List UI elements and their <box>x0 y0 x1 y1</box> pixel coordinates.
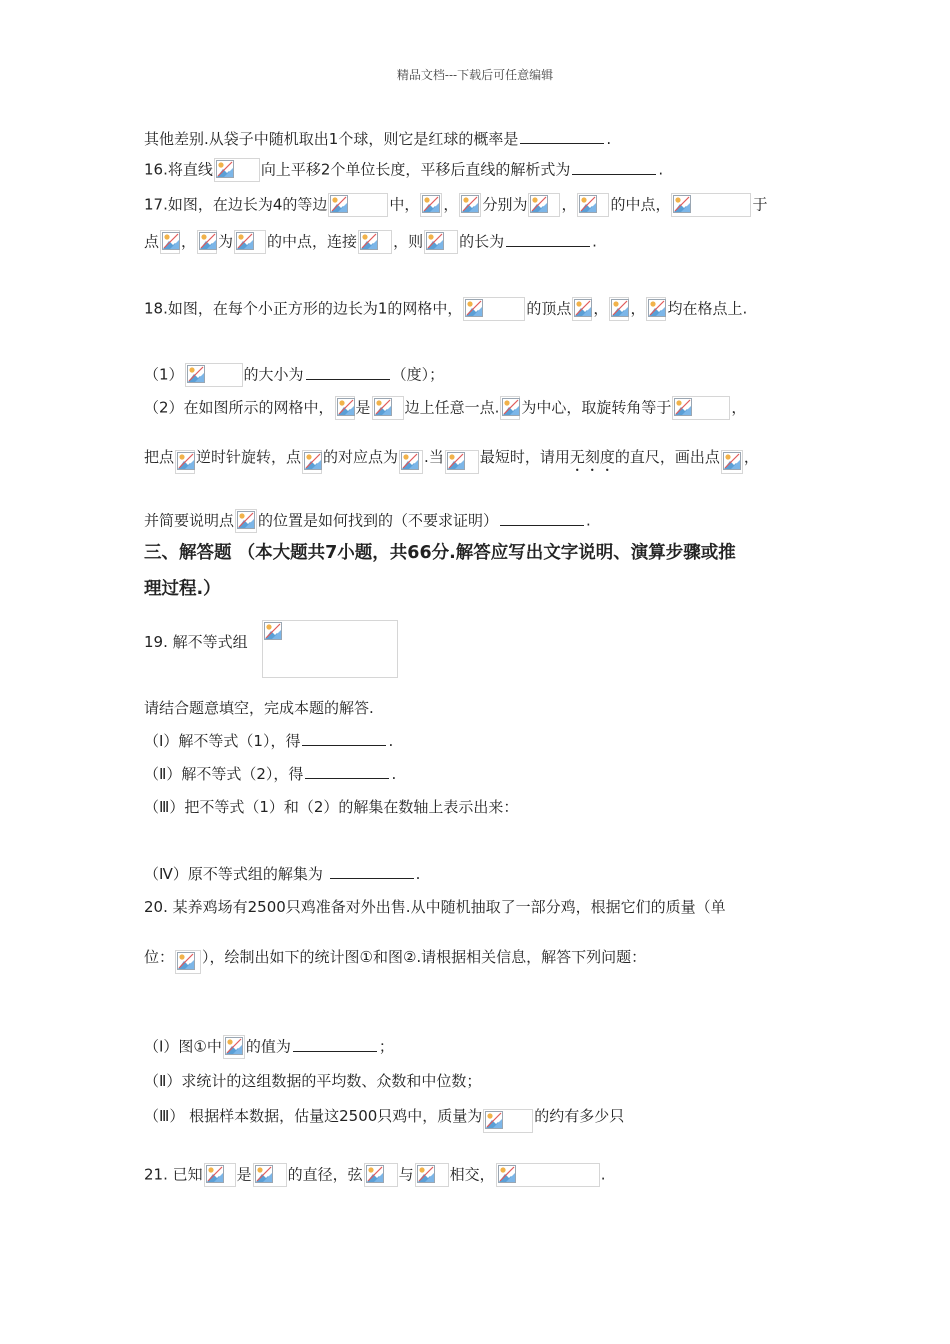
broken-image-icon <box>401 452 419 470</box>
broken-image-icon <box>304 452 322 470</box>
formula-image <box>302 450 322 474</box>
question-20: 20. 某养鸡场有2500只鸡准备对外出售.从中随机抽取了一部分鸡，根据它们的质量（单 <box>144 898 726 916</box>
broken-image-icon <box>237 511 255 529</box>
broken-image-icon <box>530 195 548 213</box>
broken-image-icon <box>162 232 180 250</box>
broken-image-icon <box>255 1165 273 1183</box>
formula-image <box>577 193 609 217</box>
question-20-part-2: （Ⅱ）求统计的这组数据的平均数、众数和中位数； <box>144 1072 482 1090</box>
formula-image <box>185 363 243 387</box>
broken-image-icon <box>723 452 741 470</box>
broken-image-icon <box>648 299 666 317</box>
question-19: 19. 解不等式组 <box>144 633 248 651</box>
formula-image <box>223 1035 245 1059</box>
question-20-part-1: （Ⅰ）图①中 的值为 ； <box>144 1035 394 1059</box>
broken-image-icon <box>422 195 440 213</box>
broken-image-icon <box>366 1165 384 1183</box>
answer-blank[interactable] <box>302 731 386 746</box>
broken-image-icon <box>465 299 483 317</box>
formula-image <box>204 1163 236 1187</box>
answer-blank[interactable] <box>506 232 590 247</box>
answer-blank[interactable] <box>500 511 584 526</box>
broken-image-icon <box>461 195 479 213</box>
broken-image-icon <box>187 365 205 383</box>
formula-image <box>646 297 666 321</box>
broken-image-icon <box>216 160 234 178</box>
formula-image <box>459 193 481 217</box>
broken-image-icon <box>206 1165 224 1183</box>
broken-image-icon <box>426 232 444 250</box>
question-21: 21. 已知 是 的直径，弦 与 相交， . <box>144 1163 605 1187</box>
question-19-instruction: 请结合题意填空，完成本题的解答. <box>144 699 374 717</box>
question-18-part-1: （1） 的大小为 （度）； <box>144 363 444 387</box>
page-header: 精品文档---下载后可任意编辑 <box>396 68 554 82</box>
answer-blank[interactable] <box>520 129 604 144</box>
broken-image-icon <box>177 952 195 970</box>
answer-blank[interactable] <box>293 1037 377 1052</box>
formula-image <box>335 396 355 420</box>
broken-image-icon <box>330 195 348 213</box>
formula-image <box>500 396 520 420</box>
question-19-step-2: （Ⅱ）解不等式（2），得 . <box>144 765 397 783</box>
formula-image <box>721 450 743 474</box>
question-15-tail: 其他差别.从袋子中随机取出1个球，则它是红球的概率是 . <box>144 130 612 148</box>
formula-image <box>372 396 404 420</box>
broken-image-icon <box>177 452 195 470</box>
formula-image <box>328 193 388 217</box>
formula-image <box>572 297 592 321</box>
broken-image-icon <box>674 398 692 416</box>
broken-image-icon <box>374 398 392 416</box>
inequality-system-image <box>262 620 398 678</box>
question-18-part-2-continued: 把点 逆时针旋转，点 的对应点为 .当 最短时，请用无刻度的直尺，画出点 ， <box>144 447 759 475</box>
question-20-part-3: （Ⅲ） 根据样本数据，估量这2500只鸡中，质量为 的约有多少只 <box>144 1106 624 1133</box>
question-16: 16.将直线 向上平移2个单位长度，平移后直线的解析式为 . <box>144 158 663 182</box>
formula-image <box>671 193 751 217</box>
formula-image <box>197 230 217 254</box>
formula-image <box>358 230 392 254</box>
broken-image-icon <box>417 1165 435 1183</box>
formula-image <box>253 1163 287 1187</box>
question-18-part-2: （2）在如图所示的网格中， 是 边上任意一点. 为中心，取旋转角等于 ， <box>144 396 746 420</box>
formula-image <box>496 1163 600 1187</box>
broken-image-icon <box>264 622 282 640</box>
question-19-step-3: （Ⅲ）把不等式（1）和（2）的解集在数轴上表示出来： <box>144 798 519 816</box>
formula-image <box>609 297 629 321</box>
formula-image <box>415 1163 449 1187</box>
broken-image-icon <box>574 299 592 317</box>
broken-image-icon <box>502 398 520 416</box>
broken-image-icon <box>485 1111 503 1129</box>
section-heading-continued: 理过程.） <box>144 579 221 599</box>
formula-image <box>175 450 195 474</box>
broken-image-icon <box>498 1165 516 1183</box>
formula-image <box>234 230 266 254</box>
broken-image-icon <box>236 232 254 250</box>
formula-image <box>445 450 479 474</box>
broken-image-icon <box>199 232 217 250</box>
broken-image-icon <box>447 452 465 470</box>
question-17-line-2: 点 ， 为 的中点，连接 ，则 的长为 . <box>144 230 597 254</box>
formula-image <box>175 950 201 974</box>
formula-image <box>214 158 260 182</box>
broken-image-icon <box>611 299 629 317</box>
answer-blank[interactable] <box>572 160 656 175</box>
answer-blank[interactable] <box>305 764 389 779</box>
broken-image-icon <box>673 195 691 213</box>
question-17-line-1: 17.如图，在边长为4的等边 中， ， 分别为 ， 的中点， 于 <box>144 193 768 217</box>
formula-image <box>420 193 442 217</box>
answer-blank[interactable] <box>306 365 390 380</box>
broken-image-icon <box>360 232 378 250</box>
formula-image <box>399 450 423 474</box>
formula-image <box>235 509 257 533</box>
question-19-step-4: （Ⅳ）原不等式组的解集为 . <box>144 865 421 883</box>
broken-image-icon <box>225 1037 243 1055</box>
formula-image <box>672 396 730 420</box>
question-18-part-2-final: 并简要说明点 的位置是如何找到的（不要求证明） . <box>144 509 591 533</box>
formula-image <box>463 297 525 321</box>
broken-image-icon <box>579 195 597 213</box>
question-20-continued: 位： ），绘制出如下的统计图①和图②.请根据相关信息，解答下列问题： <box>144 947 646 974</box>
section-heading: 三、解答题 （本大题共7小题，共66分.解答应写出文字说明、演算步骤或推 <box>144 543 736 563</box>
formula-image <box>528 193 560 217</box>
formula-image <box>424 230 458 254</box>
question-19-step-1: （Ⅰ）解不等式（1），得 . <box>144 732 394 750</box>
formula-image <box>483 1109 533 1133</box>
question-18: 18.如图，在每个小正方形的边长为1的网格中， 的顶点 ， ， 均在格点上. <box>144 297 747 321</box>
formula-image <box>160 230 180 254</box>
answer-blank[interactable] <box>330 864 414 879</box>
broken-image-icon <box>337 398 355 416</box>
formula-image <box>364 1163 398 1187</box>
